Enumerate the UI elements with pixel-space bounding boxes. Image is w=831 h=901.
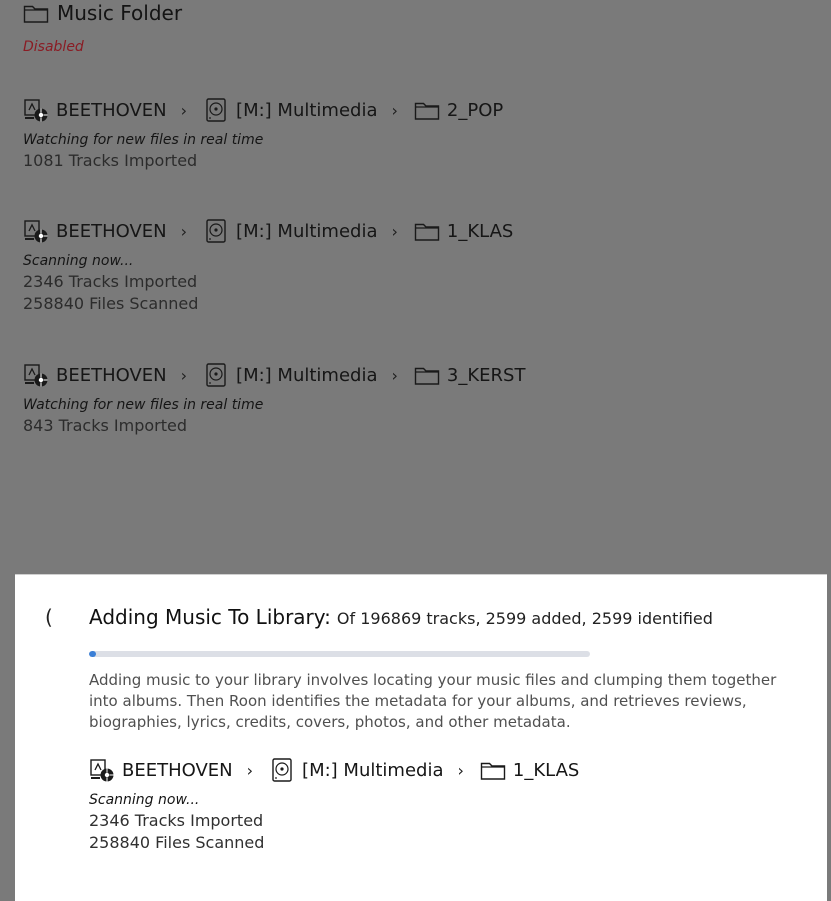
chevron-right-icon: › (391, 365, 398, 385)
chevron-right-icon: › (180, 365, 188, 385)
music-folder-title: Music Folder (57, 1, 183, 25)
spinner-icon: ( (45, 605, 53, 629)
scan-status: Scanning now... (89, 792, 200, 808)
drive-name: [M:] Multimedia (236, 99, 378, 121)
hard-drive-icon (269, 757, 295, 783)
folder-icon (414, 218, 440, 244)
drive-name: [M:] Multimedia (236, 364, 378, 386)
chevron-right-icon: › (180, 100, 188, 120)
dialog-title: Adding Music To Library: (89, 605, 331, 629)
folder-icon (23, 0, 49, 26)
chevron-right-icon: › (391, 100, 398, 120)
device-name: BEETHOVEN (56, 220, 167, 242)
path-drive (203, 97, 377, 123)
path-device (23, 97, 167, 123)
hard-drive-icon (203, 362, 229, 388)
computer-device-icon (23, 97, 49, 123)
path-drive (269, 757, 443, 783)
folder-name: 1_KLAS (512, 759, 580, 781)
music-folder-state: Disabled (23, 39, 84, 55)
watch-status: Scanning now... (23, 253, 134, 269)
chevron-right-icon: › (391, 221, 398, 241)
folder-name: 1_KLAS (446, 220, 514, 242)
path-drive (203, 218, 377, 244)
folder-path-breadcrumb (89, 756, 789, 784)
tracks-imported: 2346 Tracks Imported (89, 811, 264, 830)
computer-device-icon (23, 218, 49, 244)
folder-path-breadcrumb (23, 96, 783, 124)
device-name: BEETHOVEN (56, 364, 167, 386)
folder-icon (480, 757, 506, 783)
import-progress-bar (89, 651, 590, 657)
dialog-title-row (89, 605, 713, 629)
watched-folder-row[interactable] (23, 217, 783, 315)
files-scanned: 258840 Files Scanned (89, 833, 265, 852)
computer-device-icon (23, 362, 49, 388)
path-device (23, 218, 167, 244)
drive-name: [M:] Multimedia (236, 220, 378, 242)
drive-name: [M:] Multimedia (302, 759, 444, 781)
dialog-subtitle: Of 196869 tracks, 2599 added, 2599 identified (336, 609, 713, 628)
import-progress-fill (89, 651, 96, 657)
path-drive (203, 362, 377, 388)
tracks-imported: 843 Tracks Imported (23, 416, 188, 435)
device-name: BEETHOVEN (122, 759, 233, 781)
folder-path-breadcrumb (23, 361, 783, 389)
chevron-right-icon: › (457, 760, 464, 780)
watched-folder-row[interactable] (23, 96, 783, 172)
watched-folder-row[interactable] (23, 361, 783, 437)
path-folder (414, 362, 526, 388)
adding-music-dialog (15, 574, 827, 901)
dialog-description: Adding music to your library involves locating your music files and clumping them together into albums. Then Roon identifies the metadata for your albums, and retrieves reviews, biographies, lyrics, credits, covers, photos, and other metadata. (89, 671, 777, 731)
folder-icon (414, 97, 440, 123)
folder-name: 2_POP (446, 99, 504, 121)
path-folder (414, 218, 513, 244)
tracks-imported: 1081 Tracks Imported (23, 151, 198, 170)
folder-path-breadcrumb (23, 217, 783, 245)
path-device (89, 757, 233, 783)
chevron-right-icon: › (180, 221, 188, 241)
folder-icon (414, 362, 440, 388)
path-folder (480, 757, 579, 783)
chevron-right-icon: › (246, 760, 254, 780)
path-folder (414, 97, 503, 123)
path-device (23, 362, 167, 388)
hard-drive-icon (203, 97, 229, 123)
tracks-imported: 2346 Tracks Imported (23, 272, 198, 291)
watch-status: Watching for new files in real time (23, 132, 264, 148)
folder-name: 3_KERST (446, 364, 526, 386)
files-scanned: 258840 Files Scanned (23, 294, 199, 313)
hard-drive-icon (203, 218, 229, 244)
music-folder-header (23, 0, 182, 26)
current-scan-folder (89, 756, 789, 854)
device-name: BEETHOVEN (56, 99, 167, 121)
computer-device-icon (89, 757, 115, 783)
watch-status: Watching for new files in real time (23, 397, 264, 413)
